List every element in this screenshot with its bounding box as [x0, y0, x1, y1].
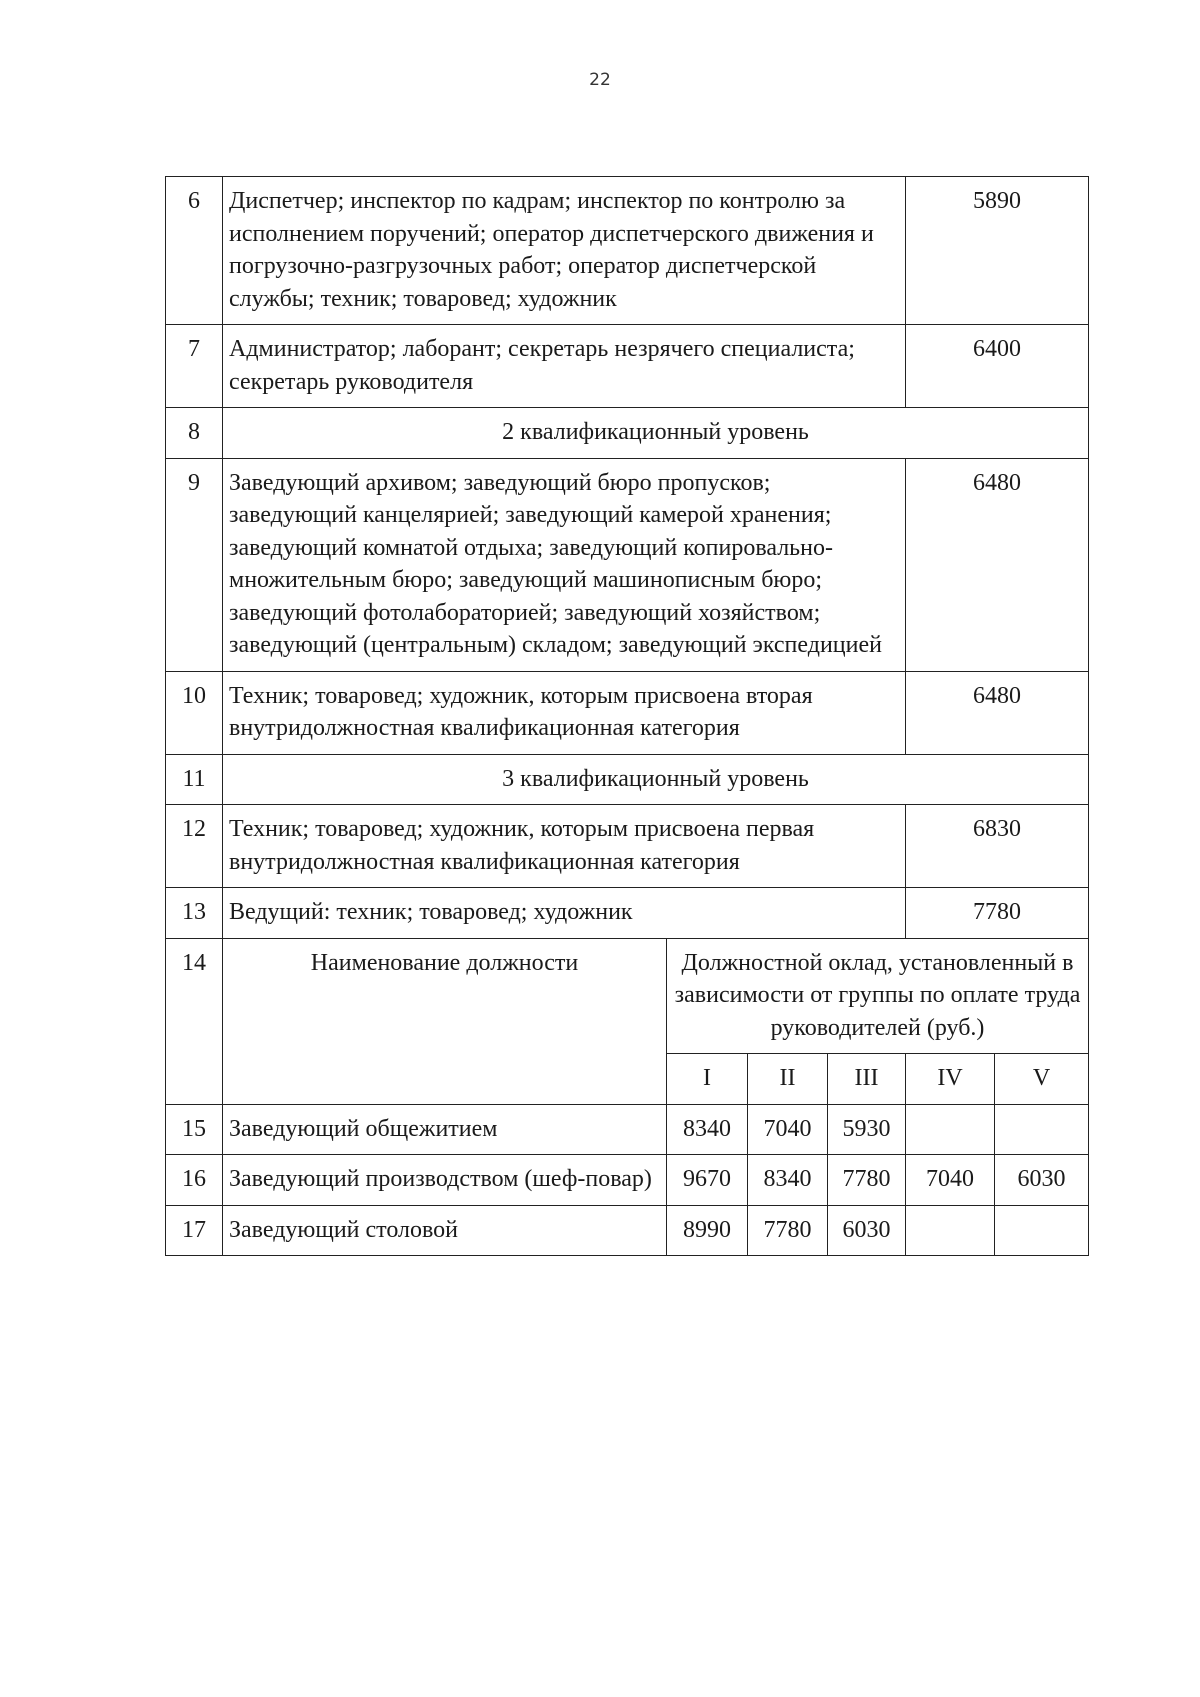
row-number: 10 [166, 671, 223, 754]
salary-value: 6480 [906, 671, 1089, 754]
salary-value: 7780 [748, 1205, 828, 1256]
position-title: Заведующий столовой [223, 1205, 667, 1256]
position-name-header: Наименование должности [223, 938, 667, 1104]
table-row [166, 671, 1089, 754]
salary-value: 6480 [906, 458, 1089, 671]
position-title: Техник; товаровед; художник, которым присвоена первая внутридолжностная квалификационная категория [223, 805, 906, 888]
salary-value: 6400 [906, 325, 1089, 408]
table-row [166, 325, 1089, 408]
group-header-row [166, 938, 1089, 1054]
table-row [166, 888, 1089, 939]
salary-table [165, 176, 1089, 1256]
position-title: Диспетчер; инспектор по кадрам; инспектор по контролю за исполнением поручений; оператор диспетчерского движения и погрузочно-разгрузочных работ; оператор диспетчерской службы; техник; товаровед; художник [223, 177, 906, 325]
salary-value [906, 1205, 995, 1256]
position-title: Заведующий производством (шеф-повар) [223, 1155, 667, 1206]
table-row [166, 1104, 1089, 1155]
group-number: II [748, 1054, 828, 1105]
salary-value: 6030 [995, 1155, 1089, 1206]
group-number: V [995, 1054, 1089, 1105]
row-number: 14 [166, 938, 223, 1104]
table-row [166, 1205, 1089, 1256]
salary-value [995, 1104, 1089, 1155]
salary-value: 7040 [906, 1155, 995, 1206]
position-title: Ведущий: техник; товаровед; художник [223, 888, 906, 939]
table-row [166, 458, 1089, 671]
row-number: 16 [166, 1155, 223, 1206]
group-number: III [828, 1054, 906, 1105]
salary-value: 9670 [667, 1155, 748, 1206]
position-title: Администратор; лаборант; секретарь незрячего специалиста; секретарь руководителя [223, 325, 906, 408]
salary-value: 7040 [748, 1104, 828, 1155]
group-number: IV [906, 1054, 995, 1105]
row-number: 6 [166, 177, 223, 325]
salary-value [906, 1104, 995, 1155]
qualification-level-heading: 2 квалификационный уровень [223, 408, 1089, 459]
position-title: Техник; товаровед; художник, которым присвоена вторая внутридолжностная квалификационная категория [223, 671, 906, 754]
salary-value: 6830 [906, 805, 1089, 888]
salary-value: 7780 [906, 888, 1089, 939]
qualification-level-heading: 3 квалификационный уровень [223, 754, 1089, 805]
row-number: 7 [166, 325, 223, 408]
row-number: 11 [166, 754, 223, 805]
salary-group-header: Должностной оклад, установленный в зависимости от группы по оплате труда руководителей (руб.) [667, 938, 1089, 1054]
qualification-level-row [166, 754, 1089, 805]
table-row [166, 805, 1089, 888]
page-number: 22 [589, 70, 611, 90]
qualification-level-row [166, 408, 1089, 459]
row-number: 9 [166, 458, 223, 671]
salary-value: 7780 [828, 1155, 906, 1206]
position-title: Заведующий архивом; заведующий бюро пропусков; заведующий канцелярией; заведующий камерой хранения; заведующий комнатой отдыха; заведующий копировально-множительным бюро; заведующий машинописным бюро; заведующий фотолабораторией; заведующий хозяйством; заведующий (центральным) складом; заведующий экспедицией [223, 458, 906, 671]
row-number: 12 [166, 805, 223, 888]
table-row [166, 177, 1089, 325]
salary-value [995, 1205, 1089, 1256]
row-number: 17 [166, 1205, 223, 1256]
salary-value: 5930 [828, 1104, 906, 1155]
row-number: 15 [166, 1104, 223, 1155]
salary-value: 8990 [667, 1205, 748, 1256]
salary-value: 5890 [906, 177, 1089, 325]
group-number: I [667, 1054, 748, 1105]
row-number: 13 [166, 888, 223, 939]
table-row [166, 1155, 1089, 1206]
position-title: Заведующий общежитием [223, 1104, 667, 1155]
salary-value: 8340 [667, 1104, 748, 1155]
row-number: 8 [166, 408, 223, 459]
salary-value: 8340 [748, 1155, 828, 1206]
salary-value: 6030 [828, 1205, 906, 1256]
